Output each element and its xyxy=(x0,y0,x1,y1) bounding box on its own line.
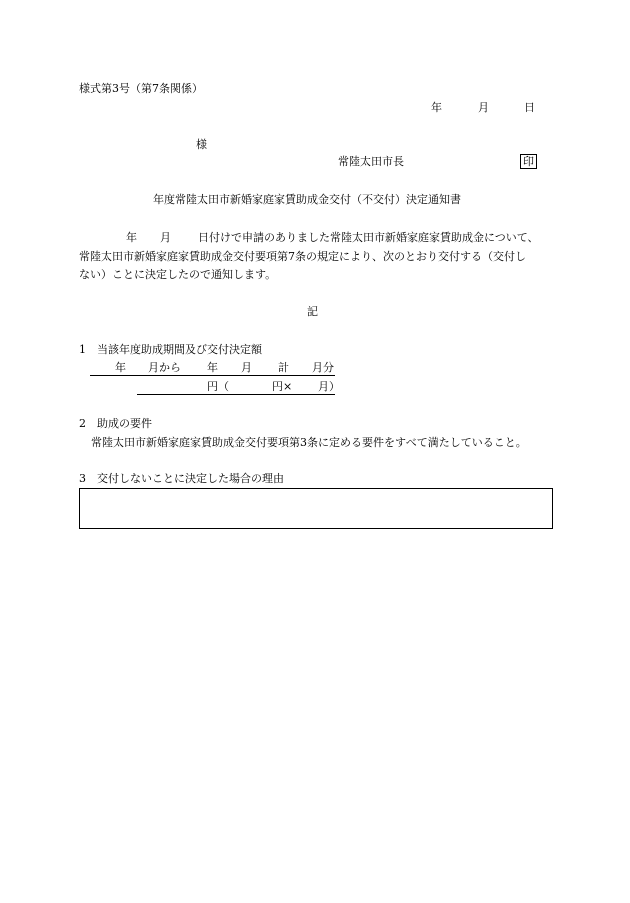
addressee-suffix: 様 xyxy=(196,138,207,151)
body-line3: ない）ことに決定したので通知します。 xyxy=(79,268,277,281)
period-line xyxy=(90,361,335,376)
ki-heading: 記 xyxy=(307,305,318,318)
issuer-name: 常陸太田市長 xyxy=(338,155,404,168)
amount-month-close: 月） xyxy=(318,380,340,393)
date-day-label: 日 xyxy=(524,101,535,114)
amount-line xyxy=(137,380,340,395)
period-total: 計 xyxy=(278,361,289,374)
seal-box: 印 xyxy=(520,154,537,169)
section1-heading: 1 当該年度助成期間及び交付決定額 xyxy=(79,343,262,356)
period-month-from: 月から xyxy=(148,361,181,374)
period-year2: 年 xyxy=(207,361,218,374)
period-year1: 年 xyxy=(115,361,126,374)
form-number: 様式第3号（第7条関係） xyxy=(79,82,203,95)
body-year-label: 年 xyxy=(126,231,137,244)
date-year-label: 年 xyxy=(431,101,442,114)
section2-heading: 2 助成の要件 xyxy=(79,417,152,430)
amount-yen: 円（ xyxy=(207,380,229,393)
document-title: 年度常陸太田市新婚家庭家賃助成金交付（不交付）決定通知書 xyxy=(153,193,461,206)
body-line2: 常陸太田市新婚家庭家賃助成金交付要項第7条の規定により、次のとおり交付する（交付し xyxy=(79,250,526,263)
section3-heading: 3 交付しないことに決定した場合の理由 xyxy=(79,472,284,485)
body-month-label: 月 xyxy=(160,231,171,244)
period-month2: 月 xyxy=(241,361,252,374)
body-line1-text: 日付けで申請のありました常陸太田市新婚家庭家賃助成金について、 xyxy=(198,231,539,244)
period-months: 月分 xyxy=(312,361,334,374)
section2-text: 常陸太田市新婚家庭家賃助成金交付要項第3条に定める要件をすべて満たしていること。 xyxy=(91,436,527,449)
reason-box[interactable] xyxy=(79,488,553,529)
amount-yen-times: 円× xyxy=(272,380,293,393)
date-month-label: 月 xyxy=(478,101,489,114)
